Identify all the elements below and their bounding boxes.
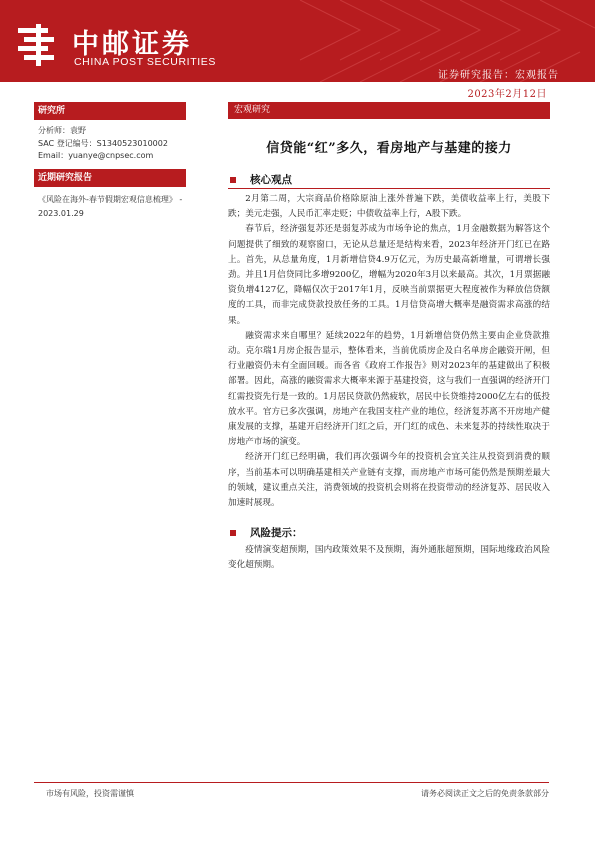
brand-name-cn: 中邮证券 [72,29,192,60]
report-title: 信贷能“红”多久，看房地产与基建的接力 [266,141,512,156]
footer-divider [34,782,549,783]
analyst-info [34,120,186,169]
footer-risk-note: 市场有风险，投资需谨慎 [46,789,134,798]
body-paragraph: 经济开门红已经明确，我们再次强调今年的投资机会宜关注从投资到消费的顺序，当前基本可以明确基建相关产业链有支撑，而房地产市场可能仍然是预期差最大的领域，建议重点关注，消费领域的投资机会则将在投资带动的经济复苏、居民收入加速时展现。 [228,452,550,509]
body-paragraph: 春节后，经济强复苏还是弱复苏成为市场争论的焦点，1月金融数据为解答这个问题提供了细致的观察窗口，无论从总量还是结构来看，2023年经济开门红已在路上。首先，从总量角度，1月新增信贷4.9万亿元，为历史最高新增量，可谓增长强劲。并且1月信贷同比多增9200亿，增幅为2020年3月以来最高。其次，1月票据融资负增4127亿，降幅仅次于2017年1月，反映当前票据更大程度被作为释放信贷额度的工具，而非完成贷款投放任务的工具。1月信贷高增大概率是融资需求高涨的结果。 [228,224,550,326]
china-post-logo-icon [14,20,66,72]
core-view-heading [228,172,550,189]
category-tag: 宏观研究 [228,102,550,119]
recent-reports-label: 近期研究报告 [34,169,186,187]
footer-disclaimer-note: 请务必阅读正文之后的免责条款部分 [421,789,549,798]
report-type: 证券研究报告：宏观报告 [438,70,559,81]
main-content [228,102,550,574]
analyst-email[interactable]: Email：yuanye@cnpsec.com [38,151,154,160]
brand-name-en: CHINA POST SECURITIES [74,56,216,68]
risk-paragraph: 疫情演变超预期，国内政策效果不及预期，海外通胀超预期，国际地缘政治风险变化超预期。 [228,545,550,571]
body-paragraph: 2月第二周，大宗商品价格除原油上涨外普遍下跌，美债收益率上行，美股下跌；美元走强，人民币汇率走贬；中债收益率上行，A股下跌。 [228,194,550,220]
bullet-square-icon [230,530,236,536]
analyst-name: 分析师：袁野 [38,126,86,135]
risk-heading [228,525,550,540]
sidebar [34,102,186,221]
report-header [0,0,595,82]
core-view-label: 核心观点 [250,174,292,186]
report-date: 2023年2月12日 [467,89,547,100]
research-institute-label: 研究所 [34,102,186,120]
risk-label: 风险提示： [250,527,303,540]
analyst-sac-id: SAC 登记编号：S1340523010002 [38,138,168,148]
body-paragraph: 融资需求来自哪里？延续2022年的趋势，1月新增信贷仍然主要由企业贷款推动。克尔瑞1月房企报告显示，整体看来，当前优质房企及白名单房企融资开闸，但行业融资仍未有全面回暖。而各省《政府工作报告》则对2023年的基建做出了积极部署。因此，高涨的融资需求大概率来源于基建投资，这与我们一直强调的经济开门红需投资先行是一致的。1月居民贷款仍然疲软，居民中长贷维持2000亿左右的低投放水平。官方已多次强调，房地产在我国支柱产业的地位，经济复苏离不开房地产健康发展的支撑，基建开启经济开门红之后，开门红的成色、未来复苏的持续性取决于房地产市场的演变。 [228,330,550,448]
recent-report-item[interactable]: 《风险在海外-春节假期宏观信息梳理》 - 2023.01.29 [38,194,183,218]
bullet-square-icon [230,177,236,183]
